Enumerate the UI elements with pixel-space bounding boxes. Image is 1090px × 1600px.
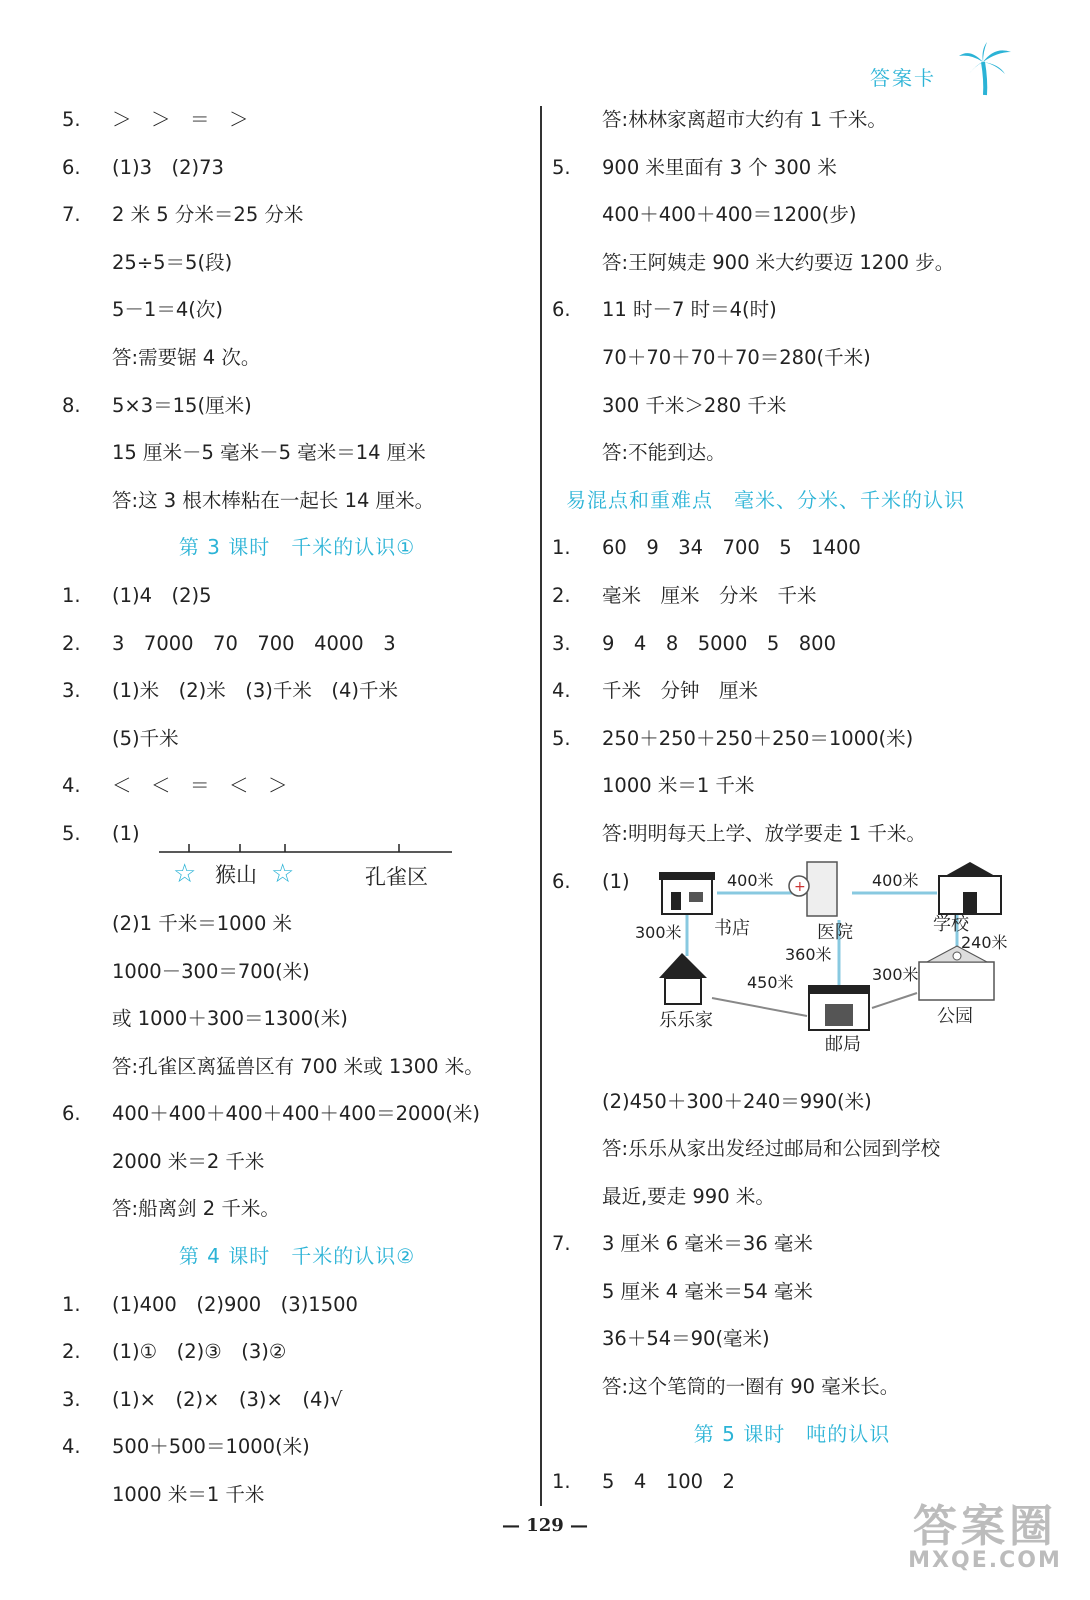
answer-row: 答:不能到达。 [602, 441, 726, 465]
answer-row: 3. (1)米 (2)米 (3)千米 (4)千米 [62, 679, 398, 703]
answer-row: 答:船离剑 2 千米。 [112, 1197, 280, 1221]
answer-row: 2. 3 7000 70 700 4000 3 [62, 631, 396, 655]
answer-row: 1000 米＝1 千米 [602, 774, 755, 798]
answer-row: (5)千米 [112, 726, 179, 750]
palm-tree-icon [955, 40, 1015, 100]
right-column [552, 96, 1032, 1506]
answer-row: 25÷5＝5(段) [112, 250, 233, 274]
svg-text:邮局: 邮局 [825, 1033, 861, 1055]
section-heading-lesson4: 第 4 课时 千米的认识② [178, 1244, 416, 1269]
watermark-logo: 答案圈 MXQE.COM [908, 1501, 1062, 1573]
left-column [62, 96, 532, 1519]
answer-row: (2)1 千米＝1000 米 [112, 911, 293, 935]
section-heading-lesson3: 第 3 课时 千米的认识① [178, 535, 416, 560]
answer-row: 答:需要锯 4 次。 [112, 345, 261, 369]
answer-row: 300 千米＞280 千米 [602, 393, 787, 417]
answer-row: 5. 250＋250＋250＋250＝1000(米) [552, 726, 914, 750]
svg-text:乐乐家: 乐乐家 [659, 1009, 713, 1031]
section-heading-lesson5: 第 5 课时 吨的认识 [693, 1421, 891, 1446]
route-map-diagram [627, 858, 1027, 1073]
svg-text:+: + [794, 878, 806, 895]
hospital-icon [789, 862, 837, 916]
svg-text:书店: 书店 [714, 917, 750, 939]
answer-row: 5－1＝4(次) [112, 298, 223, 322]
answer-row: 3. 9 4 8 5000 5 800 [552, 631, 836, 655]
answer-row: 5. ＞ ＞ ＝ ＞ [62, 108, 249, 131]
answer-row: 最近,要走 990 米。 [602, 1184, 775, 1208]
svg-text:公园: 公园 [937, 1005, 973, 1027]
answer-row: 7. 2 米 5 分米＝25 分米 [62, 203, 304, 227]
svg-text:学校: 学校 [933, 913, 969, 935]
answer-row: 答:这 3 根木棒粘在一起长 14 厘米。 [112, 488, 435, 512]
park-icon [919, 946, 994, 1000]
answer-row: (2)450＋300＋240＝990(米) [602, 1089, 872, 1113]
answer-row: 70＋70＋70＋70＝280(千米) [602, 345, 871, 369]
star-icon: ☆ [271, 858, 295, 889]
label-peacock-area: 孔雀区 [365, 864, 428, 889]
answer-row: 1000－300＝700(米) [112, 959, 310, 983]
answer-row: 4. 500＋500＝1000(米) [62, 1435, 310, 1459]
answer-row: 5 厘米 4 毫米＝54 毫米 [602, 1279, 813, 1303]
svg-text:240米: 240米 [961, 932, 1008, 952]
answer-row: 答:林林家离超市大约有 1 千米。 [602, 108, 887, 131]
answer-row: 1. 60 9 34 700 5 1400 [552, 536, 861, 560]
answer-row: 1. 5 4 100 2 [552, 1470, 735, 1494]
number-line-diagram [157, 830, 457, 900]
post-office-icon [809, 986, 869, 1030]
answer-row: 答:明明每天上学、放学要走 1 千米。 [602, 821, 926, 845]
answer-row: 6. 11 时－7 时＝4(时) [552, 298, 777, 322]
svg-text:400米: 400米 [727, 870, 774, 890]
svg-text:300米: 300米 [635, 922, 682, 942]
header-label: 答案卡 [870, 66, 936, 90]
bookstore-icon [659, 872, 715, 914]
answer-row: 2000 米＝2 千米 [112, 1149, 265, 1173]
answer-row: 400＋400＋400＝1200(步) [602, 203, 857, 227]
answer-row: 1000 米＝1 千米 [112, 1483, 265, 1507]
house-icon [659, 953, 707, 1004]
number-line-question: 5. (1) ☆ 猴山 ☆ 孔雀区 [62, 810, 532, 900]
answer-row: 答:孔雀区离猛兽区有 700 米或 1300 米。 [112, 1054, 484, 1078]
svg-text:450米: 450米 [747, 972, 794, 992]
svg-text:300米: 300米 [872, 964, 919, 984]
answer-row: 1. (1)4 (2)5 [62, 583, 212, 607]
answer-row: 36＋54＝90(毫米) [602, 1327, 770, 1351]
answer-row: 5. 900 米里面有 3 个 300 米 [552, 155, 837, 179]
section-heading-mix: 易混点和重难点 毫米、分米、千米的认识 [566, 487, 965, 512]
svg-text:360米: 360米 [785, 944, 832, 964]
answer-row: 2. (1)① (2)③ (3)② [62, 1340, 287, 1364]
answer-row: 1. (1)400 (2)900 (3)1500 [62, 1292, 358, 1316]
answer-row: 7. 3 厘米 6 毫米＝36 毫米 [552, 1232, 813, 1256]
page-number: — 129 — [501, 1515, 589, 1536]
answer-row: 15 厘米－5 毫米－5 毫米＝14 厘米 [112, 441, 426, 465]
answer-row: 3. (1)× (2)× (3)× (4)√ [62, 1387, 343, 1411]
route-map-question: 6. (1) + 书店 医院 学校 乐乐家 邮局 公园 400米 400米 300米 360米 240米 450米 300米 [552, 858, 1032, 1078]
answer-row: 4. ＜ ＜ ＝ ＜ ＞ [62, 774, 288, 798]
answer-row: 答:王阿姨走 900 米大约要迈 1200 步。 [602, 250, 955, 274]
answer-row: 8. 5×3＝15(厘米) [62, 393, 252, 417]
answer-row: 或 1000＋300＝1300(米) [112, 1007, 348, 1031]
school-icon [939, 862, 1001, 914]
column-divider [540, 106, 542, 1506]
answer-row: 2. 毫米 厘米 分米 千米 [552, 583, 817, 607]
answer-row: 答:这个笔筒的一圈有 90 毫米长。 [602, 1375, 900, 1399]
svg-text:医院: 医院 [817, 921, 853, 943]
answer-row: 4. 千米 分钟 厘米 [552, 679, 759, 703]
svg-text:400米: 400米 [872, 870, 919, 890]
star-icon: ☆ [173, 858, 197, 889]
label-monkey-hill: 猴山 [215, 862, 257, 887]
answer-row: 6. (1)3 (2)73 [62, 155, 224, 179]
answer-row: 答:乐乐从家出发经过邮局和公园到学校 [602, 1137, 941, 1161]
answer-row: 6. 400＋400＋400＋400＋400＝2000(米) [62, 1102, 480, 1126]
